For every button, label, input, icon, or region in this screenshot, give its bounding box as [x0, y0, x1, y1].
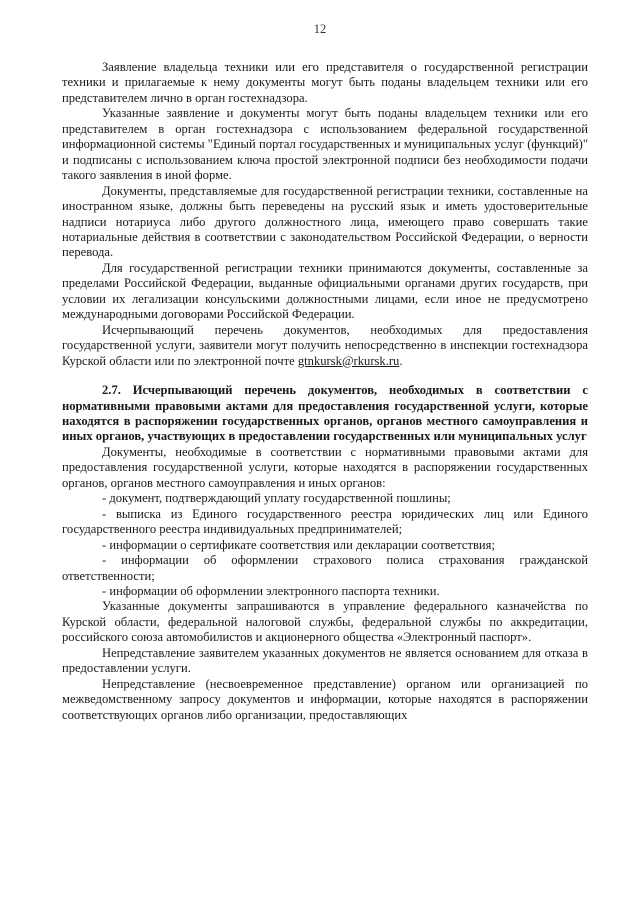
list-item-fee-receipt: - документ, подтверждающий уплату государственной пошлины; — [102, 491, 451, 506]
list-item-electronic-passport: - информации об оформлении электронного паспорта техники. — [102, 583, 440, 598]
list-item-certificate: - информации о сертификате соответствия или декларации соответствия; — [102, 537, 495, 552]
email-link[interactable]: gtnkursk@rkursk.ru — [297, 353, 400, 368]
section-heading: 2.7. Исчерпывающий перечень документов, необходимых в соответствии с нормативными правовыми актами для предоставления государственной услуги, которые находятся в распоряжении государственных органов, органов местного самоуправления и иных органов, участвующих в предоставлении государственных или муниципальных услуг — [62, 383, 588, 444]
list-item-insurance-policy: - информации об оформлении страхового полиса страхования гражданской ответственности; — [62, 553, 588, 583]
paragraph-requested-agencies: Указанные документы запрашиваются в управление федерального казначейства по Курской области, федеральной налоговой службы, федеральной службы по аккредитации, российского союза автомобилистов и акционерного общества «Электронный паспорт». — [62, 599, 588, 645]
paragraph-required-documents: Документы, необходимые в соответствии с нормативными правовыми актами для предоставления государственной услуги, которые находятся в распоряжении государственных органов, органов местного самоуправления и иных органов: — [62, 444, 588, 490]
paragraph-electronic-submission: Указанные заявление и документы могут быть поданы владельцем техники или его представителем в орган гостехнадзора с использованием федеральной государственной информационной системы "Единый портал государственных и муниципальных услуг (функций)" и подписаны с использованием ключа простой электронной подписи без необходимости подачи такого заявления в иной форме. — [62, 106, 588, 183]
paragraph-document-list-source — [62, 323, 588, 369]
paragraph-document-list-text: Исчерпывающий перечень документов, необходимых для предоставления государственной услуги, заявители могут получить непосредственно в инспекции гостехнадзора Курской области или по электронной почте — [62, 322, 588, 368]
list-item-registry-extract: - выписка из Единого государственного реестра юридических лиц или Единого государственного реестра индивидуальных предпринимателей; — [62, 506, 588, 537]
page-number: 12 — [313, 22, 327, 36]
page-body — [62, 60, 588, 723]
paragraph-end-punctuation: . — [399, 353, 403, 368]
paragraph-interagency-request: Непредставление (несвоевременное представление) органом или организацией по межведомственному запросу документов и информации, которые находятся в распоряжении соответствующих органов либо организации, предоставляющих — [62, 676, 588, 722]
paragraph-non-submission: Непредставление заявителем указанных документов не является основанием для отказа в предоставлении услуги. — [62, 645, 588, 676]
paragraph-foreign-documents: Для государственной регистрации техники принимаются документы, составленные за пределами Российской Федерации, выданные официальными органами других государств, при условии их легализации консульскими должностными лицами, если иное не предусмотрено международными договорами Российской Федерации. — [62, 260, 588, 322]
paragraph-application: Заявление владельца техники или его представителя о государственной регистрации техники и прилагаемые к нему документы могут быть поданы владельцем техники или его представителем лично в орган гостехнадзора. — [62, 60, 588, 105]
paragraph-foreign-language: Документы, представляемые для государственной регистрации техники, составленные на иностранном языке, должны быть переведены на русский язык и иметь удостоверительные надписи нотариуса либо другого должностного лица, имеющего право совершать такие нотариальные действия в соответствии с законодательством Российской Федерации, о верности перевода. — [62, 183, 588, 260]
section-gap — [62, 369, 588, 383]
